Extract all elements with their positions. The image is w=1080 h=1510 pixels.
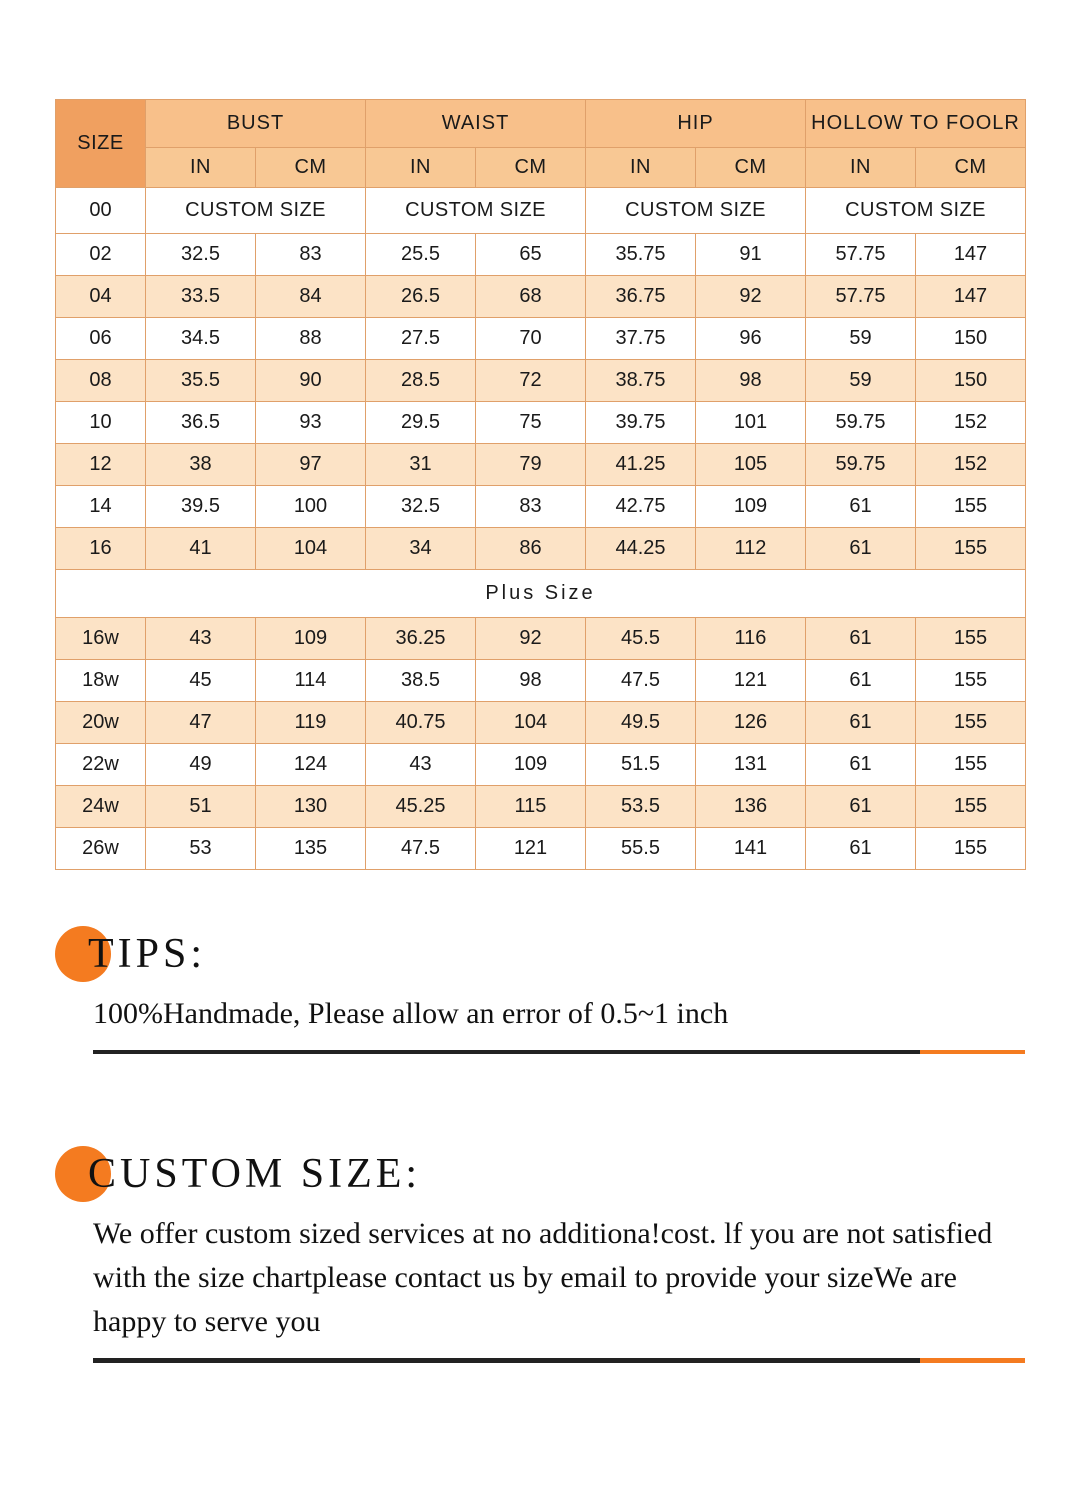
tips-heading: [55, 920, 1025, 992]
cell-measurement: 112: [696, 528, 806, 570]
cell-measurement: 42.75: [586, 486, 696, 528]
cell-measurement: 116: [696, 618, 806, 660]
cell-measurement: 97: [256, 444, 366, 486]
cell-measurement: 141: [696, 828, 806, 870]
tips-divider: [93, 1050, 1025, 1054]
cell-measurement: 25.5: [366, 234, 476, 276]
cell-measurement: 26.5: [366, 276, 476, 318]
cell-size: 06: [56, 318, 146, 360]
cell-measurement: 150: [916, 360, 1026, 402]
cell-measurement: 61: [806, 618, 916, 660]
table-header: [56, 100, 1026, 188]
cell-measurement: 61: [806, 786, 916, 828]
cell-measurement: 83: [256, 234, 366, 276]
cell-size: 04: [56, 276, 146, 318]
header-group-hollow-to-floor: HOLLOW TO FOOLR: [806, 100, 1026, 148]
cell-custom-size: CUSTOM SIZE: [366, 188, 586, 234]
cell-measurement: 36.25: [366, 618, 476, 660]
cell-measurement: 34.5: [146, 318, 256, 360]
cell-measurement: 147: [916, 276, 1026, 318]
tips-title: TIPS:: [88, 931, 207, 977]
cell-measurement: 41.25: [586, 444, 696, 486]
cell-measurement: 49: [146, 744, 256, 786]
cell-measurement: 32.5: [146, 234, 256, 276]
cell-measurement: 155: [916, 702, 1026, 744]
cell-measurement: 155: [916, 618, 1026, 660]
table-row: [56, 360, 1026, 402]
cell-measurement: 45.5: [586, 618, 696, 660]
cell-measurement: 61: [806, 828, 916, 870]
cell-measurement: 59.75: [806, 402, 916, 444]
table-row: [56, 660, 1026, 702]
cell-measurement: 45: [146, 660, 256, 702]
cell-measurement: 136: [696, 786, 806, 828]
cell-measurement: 53.5: [586, 786, 696, 828]
cell-measurement: 121: [476, 828, 586, 870]
cell-size: 24w: [56, 786, 146, 828]
cell-measurement: 114: [256, 660, 366, 702]
cell-measurement: 119: [256, 702, 366, 744]
cell-measurement: 31: [366, 444, 476, 486]
table-row: [56, 318, 1026, 360]
header-group-hip: HIP: [586, 100, 806, 148]
cell-measurement: 155: [916, 528, 1026, 570]
cell-measurement: 109: [476, 744, 586, 786]
cell-measurement: 72: [476, 360, 586, 402]
cell-measurement: 75: [476, 402, 586, 444]
header-unit-bust-in: IN: [146, 148, 256, 188]
cell-size: 14: [56, 486, 146, 528]
cell-measurement: 41: [146, 528, 256, 570]
header-unit-hollow-cm: CM: [916, 148, 1026, 188]
cell-measurement: 38.5: [366, 660, 476, 702]
cell-measurement: 47: [146, 702, 256, 744]
cell-measurement: 28.5: [366, 360, 476, 402]
cell-measurement: 38.75: [586, 360, 696, 402]
cell-measurement: 88: [256, 318, 366, 360]
table-body: [56, 188, 1026, 870]
table-row: [56, 618, 1026, 660]
cell-size: 22w: [56, 744, 146, 786]
cell-measurement: 59: [806, 360, 916, 402]
cell-measurement: 109: [256, 618, 366, 660]
table-row: [56, 744, 1026, 786]
cell-measurement: 152: [916, 402, 1026, 444]
cell-measurement: 44.25: [586, 528, 696, 570]
size-chart-table-wrapper: [55, 99, 1025, 870]
cell-size: 00: [56, 188, 146, 234]
cell-measurement: 152: [916, 444, 1026, 486]
table-row: [56, 276, 1026, 318]
cell-measurement: 126: [696, 702, 806, 744]
cell-custom-size: CUSTOM SIZE: [806, 188, 1026, 234]
cell-measurement: 39.5: [146, 486, 256, 528]
table-row: [56, 444, 1026, 486]
cell-measurement: 91: [696, 234, 806, 276]
table-row: [56, 702, 1026, 744]
cell-size: 10: [56, 402, 146, 444]
table-row: [56, 828, 1026, 870]
cell-measurement: 36.75: [586, 276, 696, 318]
plus-size-label: Plus Size: [56, 570, 1026, 618]
cell-measurement: 45.25: [366, 786, 476, 828]
cell-measurement: 40.75: [366, 702, 476, 744]
cell-measurement: 131: [696, 744, 806, 786]
cell-size: 02: [56, 234, 146, 276]
cell-measurement: 92: [696, 276, 806, 318]
size-chart-table: [55, 99, 1026, 870]
custom-size-section: [55, 1140, 1025, 1363]
cell-measurement: 51.5: [586, 744, 696, 786]
cell-measurement: 98: [696, 360, 806, 402]
cell-measurement: 39.75: [586, 402, 696, 444]
cell-size: 16: [56, 528, 146, 570]
cell-size: 12: [56, 444, 146, 486]
cell-measurement: 155: [916, 786, 1026, 828]
tips-section: [55, 920, 1025, 1054]
cell-measurement: 100: [256, 486, 366, 528]
cell-measurement: 29.5: [366, 402, 476, 444]
header-unit-hollow-in: IN: [806, 148, 916, 188]
table-row: [56, 402, 1026, 444]
cell-measurement: 61: [806, 744, 916, 786]
cell-measurement: 37.75: [586, 318, 696, 360]
cell-measurement: 124: [256, 744, 366, 786]
cell-custom-size: CUSTOM SIZE: [146, 188, 366, 234]
cell-measurement: 155: [916, 828, 1026, 870]
header-row-units: [56, 148, 1026, 188]
cell-measurement: 130: [256, 786, 366, 828]
cell-size: 16w: [56, 618, 146, 660]
cell-measurement: 36.5: [146, 402, 256, 444]
cell-measurement: 35.75: [586, 234, 696, 276]
custom-size-body: We offer custom sized services at no additiona!cost. lf you are not satisfied with the size chartplease contact us by email to provide your sizeWe are happy to serve you: [93, 1217, 993, 1338]
cell-measurement: 35.5: [146, 360, 256, 402]
custom-size-divider: [93, 1358, 1025, 1363]
cell-measurement: 34: [366, 528, 476, 570]
cell-measurement: 55.5: [586, 828, 696, 870]
cell-measurement: 155: [916, 486, 1026, 528]
cell-measurement: 86: [476, 528, 586, 570]
cell-measurement: 92: [476, 618, 586, 660]
cell-custom-size: CUSTOM SIZE: [586, 188, 806, 234]
cell-measurement: 32.5: [366, 486, 476, 528]
cell-measurement: 93: [256, 402, 366, 444]
cell-measurement: 98: [476, 660, 586, 702]
table-row: [56, 528, 1026, 570]
header-unit-hip-in: IN: [586, 148, 696, 188]
cell-measurement: 47.5: [366, 828, 476, 870]
cell-measurement: 109: [696, 486, 806, 528]
cell-size: 18w: [56, 660, 146, 702]
cell-measurement: 47.5: [586, 660, 696, 702]
cell-measurement: 90: [256, 360, 366, 402]
cell-measurement: 83: [476, 486, 586, 528]
cell-measurement: 70: [476, 318, 586, 360]
cell-measurement: 59.75: [806, 444, 916, 486]
cell-size: 20w: [56, 702, 146, 744]
cell-measurement: 53: [146, 828, 256, 870]
cell-measurement: 61: [806, 702, 916, 744]
cell-measurement: 155: [916, 744, 1026, 786]
cell-measurement: 51: [146, 786, 256, 828]
cell-measurement: 105: [696, 444, 806, 486]
cell-measurement: 33.5: [146, 276, 256, 318]
cell-measurement: 104: [256, 528, 366, 570]
cell-measurement: 79: [476, 444, 586, 486]
cell-measurement: 115: [476, 786, 586, 828]
custom-size-title: CUSTOM SIZE:: [88, 1151, 422, 1197]
cell-measurement: 84: [256, 276, 366, 318]
cell-measurement: 147: [916, 234, 1026, 276]
cell-measurement: 43: [146, 618, 256, 660]
cell-measurement: 96: [696, 318, 806, 360]
table-row: [56, 786, 1026, 828]
table-row: [56, 234, 1026, 276]
cell-measurement: 150: [916, 318, 1026, 360]
header-row-groups: [56, 100, 1026, 148]
header-group-waist: WAIST: [366, 100, 586, 148]
cell-measurement: 43: [366, 744, 476, 786]
cell-measurement: 104: [476, 702, 586, 744]
cell-measurement: 59: [806, 318, 916, 360]
cell-size: 26w: [56, 828, 146, 870]
cell-measurement: 57.75: [806, 276, 916, 318]
custom-size-heading: [55, 1140, 1025, 1212]
cell-measurement: 65: [476, 234, 586, 276]
cell-measurement: 49.5: [586, 702, 696, 744]
cell-measurement: 155: [916, 660, 1026, 702]
header-unit-bust-cm: CM: [256, 148, 366, 188]
cell-measurement: 38: [146, 444, 256, 486]
cell-measurement: 135: [256, 828, 366, 870]
cell-measurement: 61: [806, 660, 916, 702]
cell-measurement: 121: [696, 660, 806, 702]
cell-measurement: 57.75: [806, 234, 916, 276]
cell-measurement: 101: [696, 402, 806, 444]
header-unit-waist-in: IN: [366, 148, 476, 188]
cell-measurement: 61: [806, 486, 916, 528]
header-group-bust: BUST: [146, 100, 366, 148]
header-size: SIZE: [56, 100, 146, 188]
cell-size: 08: [56, 360, 146, 402]
cell-measurement: 27.5: [366, 318, 476, 360]
cell-measurement: 68: [476, 276, 586, 318]
header-unit-waist-cm: CM: [476, 148, 586, 188]
cell-measurement: 61: [806, 528, 916, 570]
table-row: [56, 486, 1026, 528]
table-row: [56, 188, 1026, 234]
tips-body: 100%Handmade, Please allow an error of 0.5~1 inch: [93, 997, 729, 1030]
plus-size-divider-row: [56, 570, 1026, 618]
header-unit-hip-cm: CM: [696, 148, 806, 188]
